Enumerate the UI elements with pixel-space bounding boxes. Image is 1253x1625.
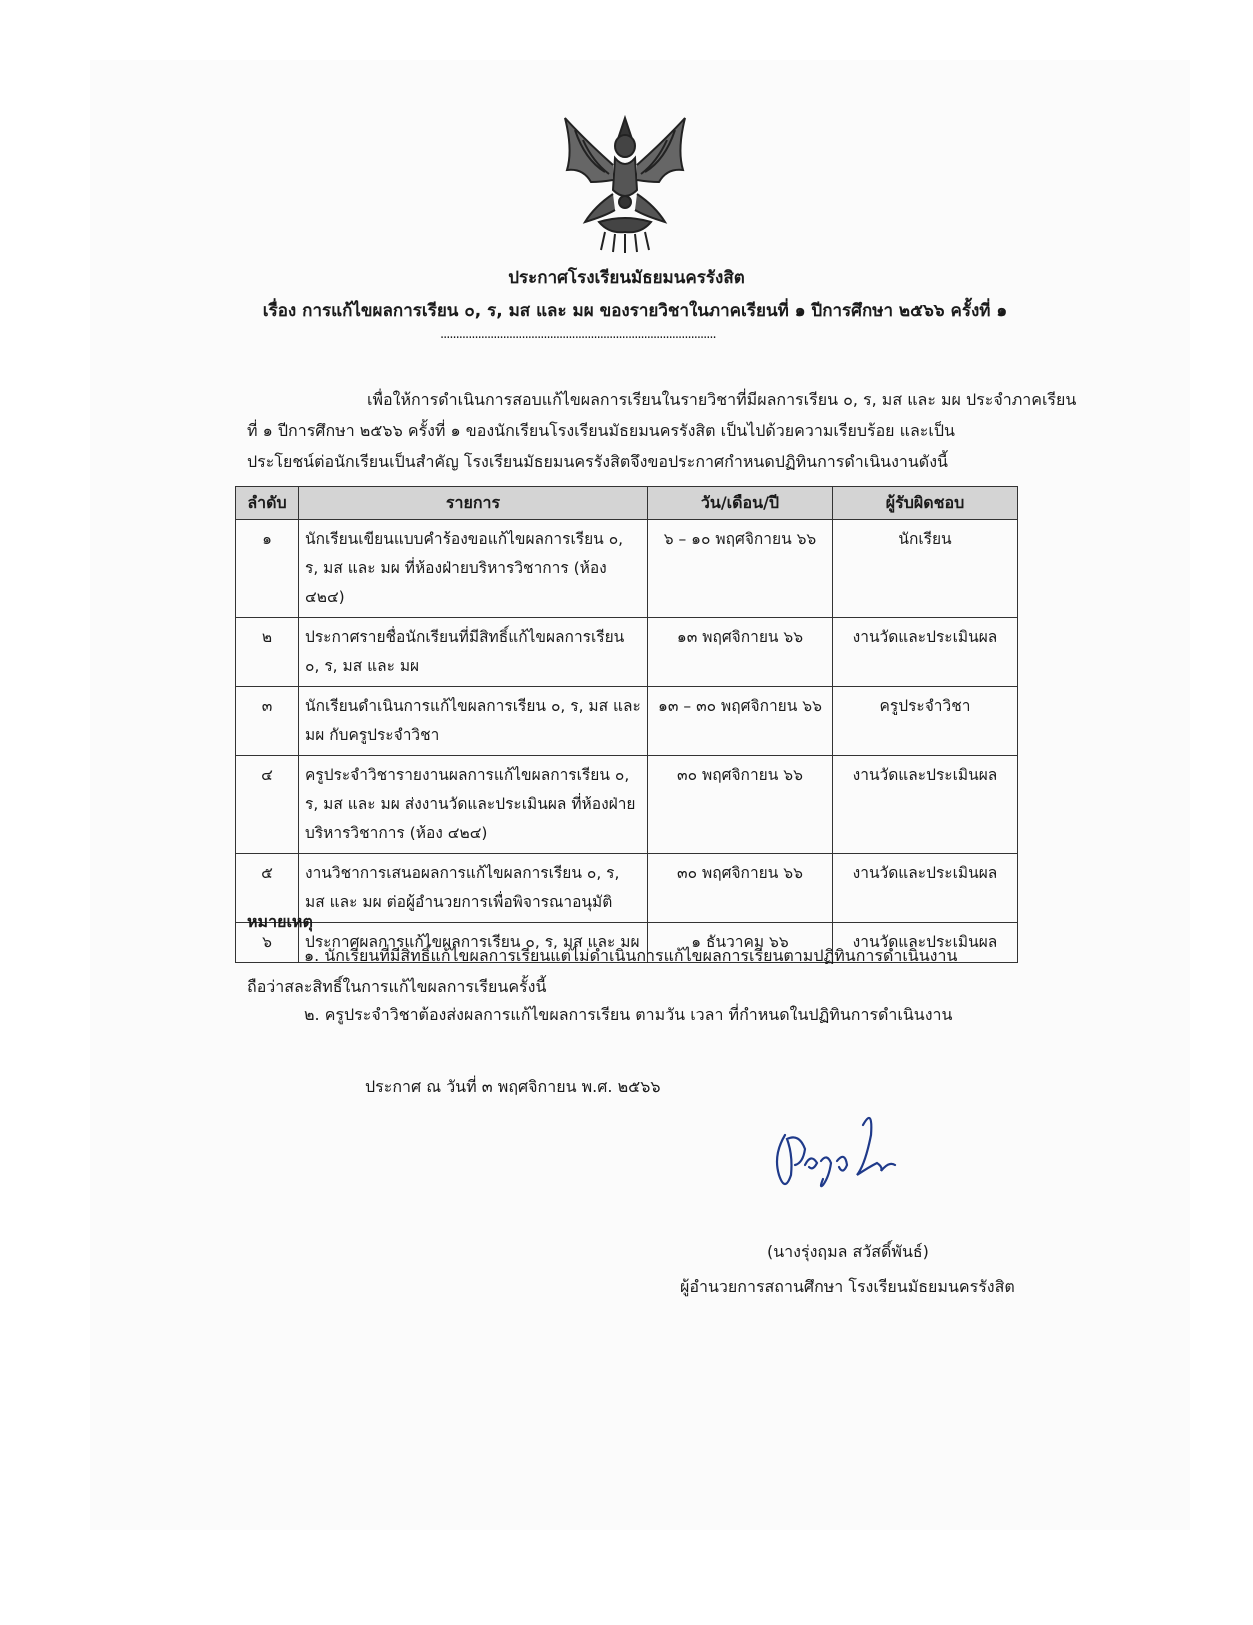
row-no: ๔ (236, 756, 299, 854)
signer-name: (นางรุ่งฤมล สวัสดิ์พันธ์) (767, 1242, 929, 1261)
table-row (236, 854, 1018, 923)
row-item: ครูประจำวิชารายงานผลการแก้ไขผลการเรียน ๐, ร, มส และ มผ ส่งงานวัดและประเมินผล ที่ห้องฝ่ายบริหารวิชาการ (ห้อง ๔๒๔) (299, 756, 648, 854)
garuda-emblem-icon (555, 110, 695, 255)
row-item: ประกาศผลการแก้ไขผลการเรียน ๐, ร, มส และ มผ (299, 923, 648, 963)
row-date: ๓๐ พฤศจิกายน ๖๖ (648, 756, 833, 854)
schedule-table (235, 486, 1018, 963)
row-item: นักเรียนดำเนินการแก้ไขผลการเรียน ๐, ร, มส และ มผ กับครูประจำวิชา (299, 687, 648, 756)
intro-paragraph (247, 384, 1077, 477)
row-responsible: งานวัดและประเมินผล (833, 854, 1018, 923)
announcement-title: ประกาศโรงเรียนมัธยมนครรังสิต (508, 268, 745, 288)
note-1-line-1: ๑. นักเรียนที่มีสิทธิ์แก้ไขผลการเรียนแต่ไม่ดำเนินการแก้ไขผลการเรียนตามปฏิทินการดำเนินงาน (304, 946, 958, 965)
header-no: ลำดับ (236, 487, 299, 520)
intro-line-2: ที่ ๑ ปีการศึกษา ๒๕๖๖ ครั้งที่ ๑ ของนักเรียนโรงเรียนมัธยมนครรังสิต เป็นไปด้วยความเรียบร้อย และเป็น (247, 421, 955, 440)
table-header-row (236, 487, 1018, 520)
announce-date: ประกาศ ณ วันที่ ๓ พฤศจิกายน พ.ศ. ๒๕๖๖ (365, 1077, 661, 1096)
row-date: ๑๓ – ๓๐ พฤศจิกายน ๖๖ (648, 687, 833, 756)
note-2: ๒. ครูประจำวิชาต้องส่งผลการแก้ไขผลการเรียน ตามวัน เวลา ที่กำหนดในปฏิทินการดำเนินงาน (304, 1005, 953, 1024)
row-no: ๒ (236, 618, 299, 687)
row-no: ๖ (236, 923, 299, 963)
row-responsible: งานวัดและประเมินผล (833, 756, 1018, 854)
signature-icon (765, 1105, 905, 1205)
table-row (236, 687, 1018, 756)
header-date: วัน/เดือน/ปี (648, 487, 833, 520)
header-item: รายการ (299, 487, 648, 520)
intro-line-1: เพื่อให้การดำเนินการสอบแก้ไขผลการเรียนในรายวิชาที่มีผลการเรียน ๐, ร, มส และ มผ ประจำภาคเรียน (367, 390, 1077, 409)
header-responsible: ผู้รับผิดชอบ (833, 487, 1018, 520)
row-item: งานวิชาการเสนอผลการแก้ไขผลการเรียน ๐, ร, มส และ มผ ต่อผู้อำนวยการเพื่อพิจารณาอนุมัติ (299, 854, 648, 923)
announcement-subject: เรื่อง การแก้ไขผลการเรียน ๐, ร, มส และ มผ ของรายวิชาในภาคเรียนที่ ๑ ปีการศึกษา ๒๕๖๖ ครั้งที่ ๑ (262, 301, 1008, 321)
note-1-line-2: ถือว่าสละสิทธิ์ในการแก้ไขผลการเรียนครั้งนี้ (247, 977, 547, 996)
title-divider: ........................................................................................ (440, 327, 716, 342)
row-date: ๖ – ๑๐ พฤศจิกายน ๖๖ (648, 520, 833, 618)
row-responsible: นักเรียน (833, 520, 1018, 618)
row-responsible: งานวัดและประเมินผล (833, 618, 1018, 687)
signer-position: ผู้อำนวยการสถานศึกษา โรงเรียนมัธยมนครรังสิต (680, 1277, 1015, 1296)
notes-heading: หมายเหตุ (247, 912, 313, 931)
row-item: ประกาศรายชื่อนักเรียนที่มีสิทธิ์แก้ไขผลการเรียน ๐, ร, มส และ มผ (299, 618, 648, 687)
note-1 (247, 940, 1017, 1002)
row-no: ๑ (236, 520, 299, 618)
intro-line-3: ประโยชน์ต่อนักเรียนเป็นสำคัญ โรงเรียนมัธยมนครรังสิตจึงขอประกาศกำหนดปฏิทินการดำเนินงานดังนี้ (247, 452, 948, 471)
row-responsible: งานวัดและประเมินผล (833, 923, 1018, 963)
table-row (236, 520, 1018, 618)
row-date: ๓๐ พฤศจิกายน ๖๖ (648, 854, 833, 923)
row-no: ๓ (236, 687, 299, 756)
row-responsible: ครูประจำวิชา (833, 687, 1018, 756)
row-date: ๑ ธันวาคม ๖๖ (648, 923, 833, 963)
row-date: ๑๓ พฤศจิกายน ๖๖ (648, 618, 833, 687)
row-item: นักเรียนเขียนแบบคำร้องขอแก้ไขผลการเรียน ๐, ร, มส และ มผ ที่ห้องฝ่ายบริหารวิชาการ (ห้อง ๔๒๔) (299, 520, 648, 618)
table-row (236, 756, 1018, 854)
row-no: ๕ (236, 854, 299, 923)
table-row (236, 618, 1018, 687)
